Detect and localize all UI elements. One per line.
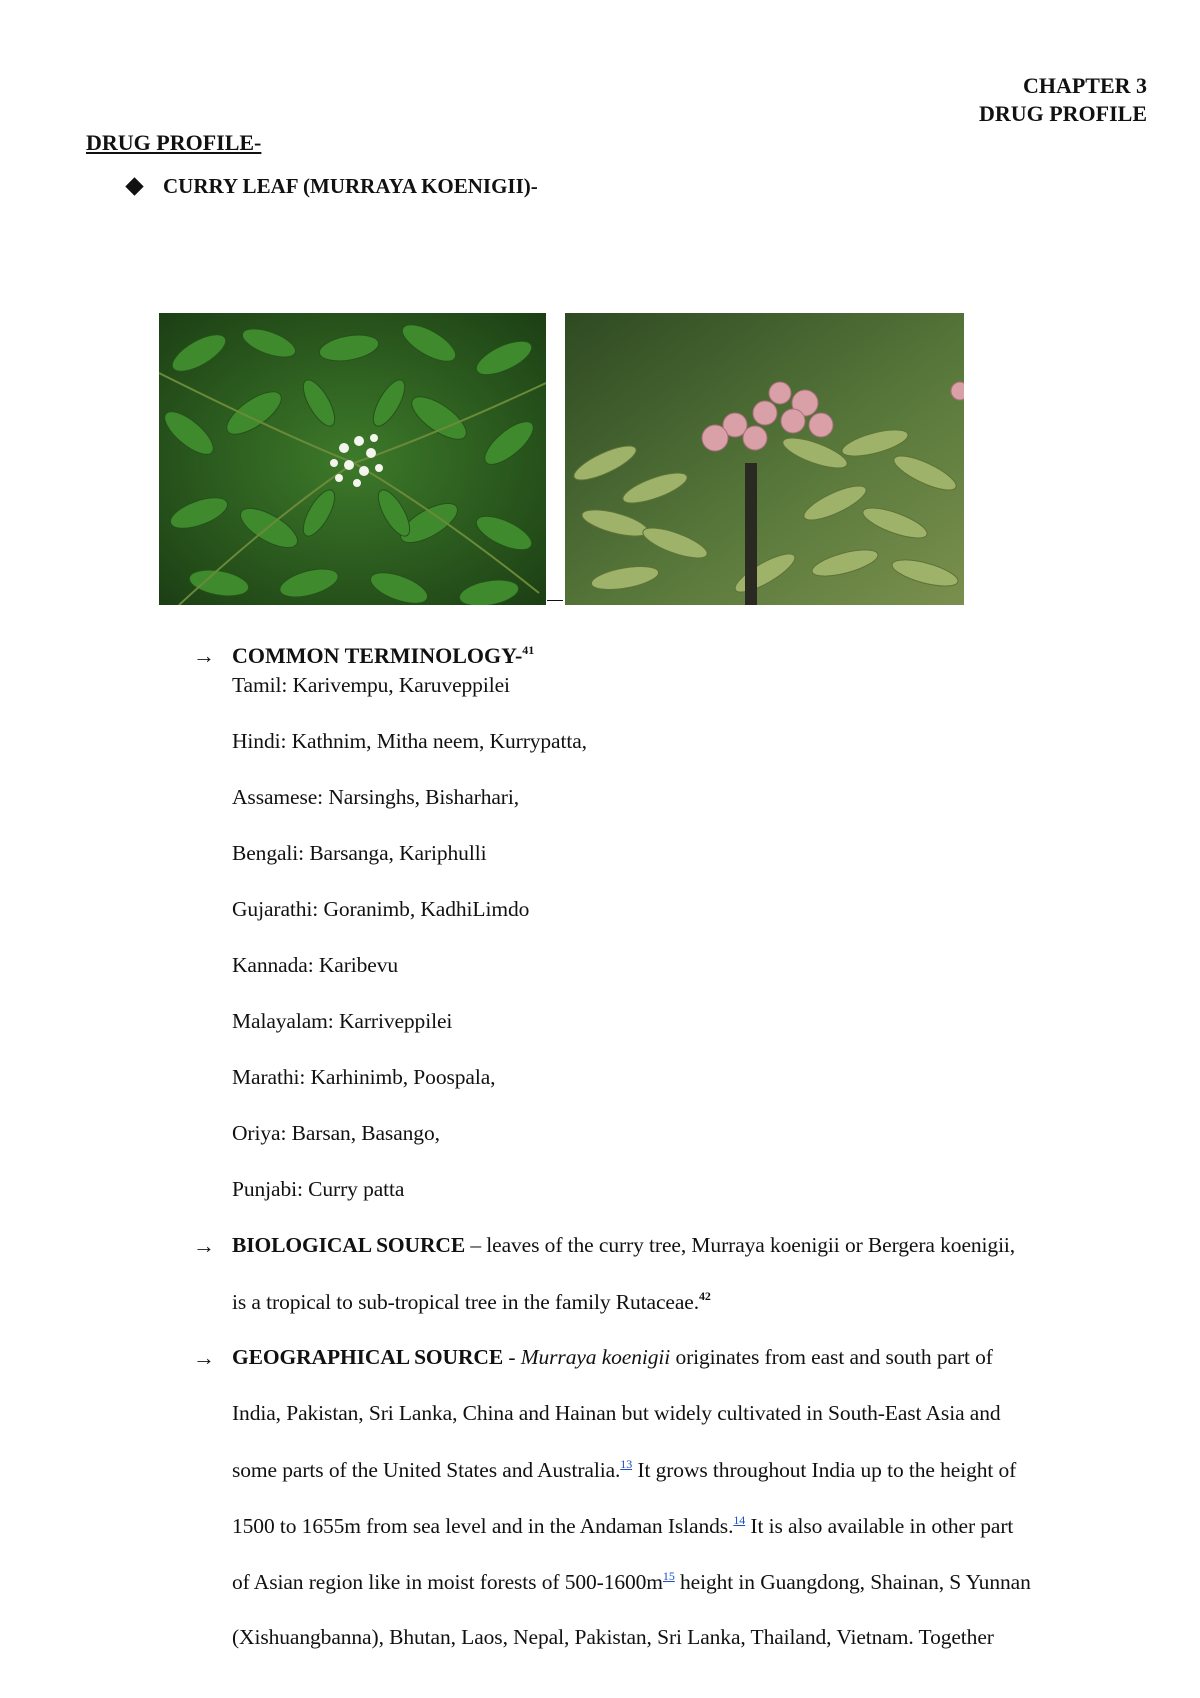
biological-source-line-2: is a tropical to sub-tropical tree in the family Rutaceae.$^{42}$	[232, 1289, 711, 1314]
curry-leaf-flower-image	[159, 313, 546, 605]
arrow-bullet-icon: →	[193, 1345, 215, 1370]
arrow-bullet-icon: →	[193, 643, 215, 668]
species-name: Murraya koenigii	[520, 1345, 671, 1369]
geographical-source-line-4: 1500 to 1655m from sea level and in the Andaman Islands.$^{14}$ It is also available in other part	[232, 1513, 1014, 1538]
curry-leaf-berries-photo	[565, 313, 964, 605]
geographical-source-line-3: some parts of the United States and Australia.$^{13}$ It grows throughout India up to the height of	[232, 1457, 1017, 1482]
terminology-assamese: Assamese: Narsinghs, Bisharhari,	[232, 785, 519, 809]
reference-link-13[interactable]: 13	[620, 1457, 633, 1471]
terminology-punjabi: Punjabi: Curry patta	[232, 1177, 405, 1201]
geographical-source-line-5: of Asian region like in moist forests of $500-1600m^{15}$ height in Guangdong, Shainan, S Yunnan	[232, 1569, 1031, 1594]
chapter-header	[979, 72, 1147, 128]
terminology-oriya: Oriya: Barsan, Basango,	[232, 1121, 440, 1145]
geographical-source-line-1: GEOGRAPHICAL SOURCE - Murraya koenigii originates from east and south part of	[232, 1345, 993, 1369]
terminology-hindi: Hindi: Kathnim, Mitha neem, Kurrypatta,	[232, 729, 587, 753]
reference-link-15[interactable]: 15	[662, 1569, 675, 1583]
biological-source-line-1: BIOLOGICAL SOURCE – leaves of the curry tree, Murraya koenigii or Bergera koenigii,	[232, 1233, 1016, 1257]
terminology-malayalam: Malayalam: Karriveppilei	[232, 1009, 453, 1033]
common-terminology-title: COMMON TERMINOLOGY-	[232, 643, 523, 668]
reference-41: 41	[522, 643, 535, 657]
terminology-marathi: Marathi: Karhinimb, Poospala,	[232, 1065, 496, 1089]
geographical-source-line-6: (Xishuangbanna), Bhutan, Laos, Nepal, Pakistan, Sri Lanka, Thailand, Vietnam. Together	[232, 1625, 994, 1649]
reference-42: 42	[699, 1289, 711, 1303]
biological-source-title: BIOLOGICAL SOURCE	[232, 1233, 466, 1257]
diamond-bullet-icon	[125, 177, 143, 195]
chapter-number: CHAPTER 3	[1022, 73, 1147, 98]
terminology-bengali: Bengali: Barsanga, Kariphulli	[232, 841, 487, 865]
curry-leaf-flower-photo	[159, 313, 546, 605]
section-title: DRUG PROFILE-	[86, 130, 262, 155]
curry-leaf-berries-image	[565, 313, 964, 605]
arrow-bullet-icon: →	[193, 1233, 215, 1258]
geographical-source-title: GEOGRAPHICAL SOURCE	[232, 1345, 504, 1369]
terminology-tamil: Tamil: Karivempu, Karuveppilei	[232, 673, 510, 697]
image-separator	[547, 600, 563, 601]
chapter-title: DRUG PROFILE	[978, 101, 1147, 126]
terminology-kannada: Kannada: Karibevu	[232, 953, 399, 977]
drug-heading-text: CURRY LEAF (MURRAYA KOENIGII)-	[163, 174, 538, 198]
terminology-gujarathi: Gujarathi: Goranimb, KadhiLimdo	[232, 897, 530, 921]
reference-link-14[interactable]: 14	[733, 1513, 746, 1527]
drug-heading	[124, 174, 538, 199]
geographical-source-line-2: India, Pakistan, Sri Lanka, China and Hainan but widely cultivated in South-East Asia and	[232, 1401, 1001, 1425]
